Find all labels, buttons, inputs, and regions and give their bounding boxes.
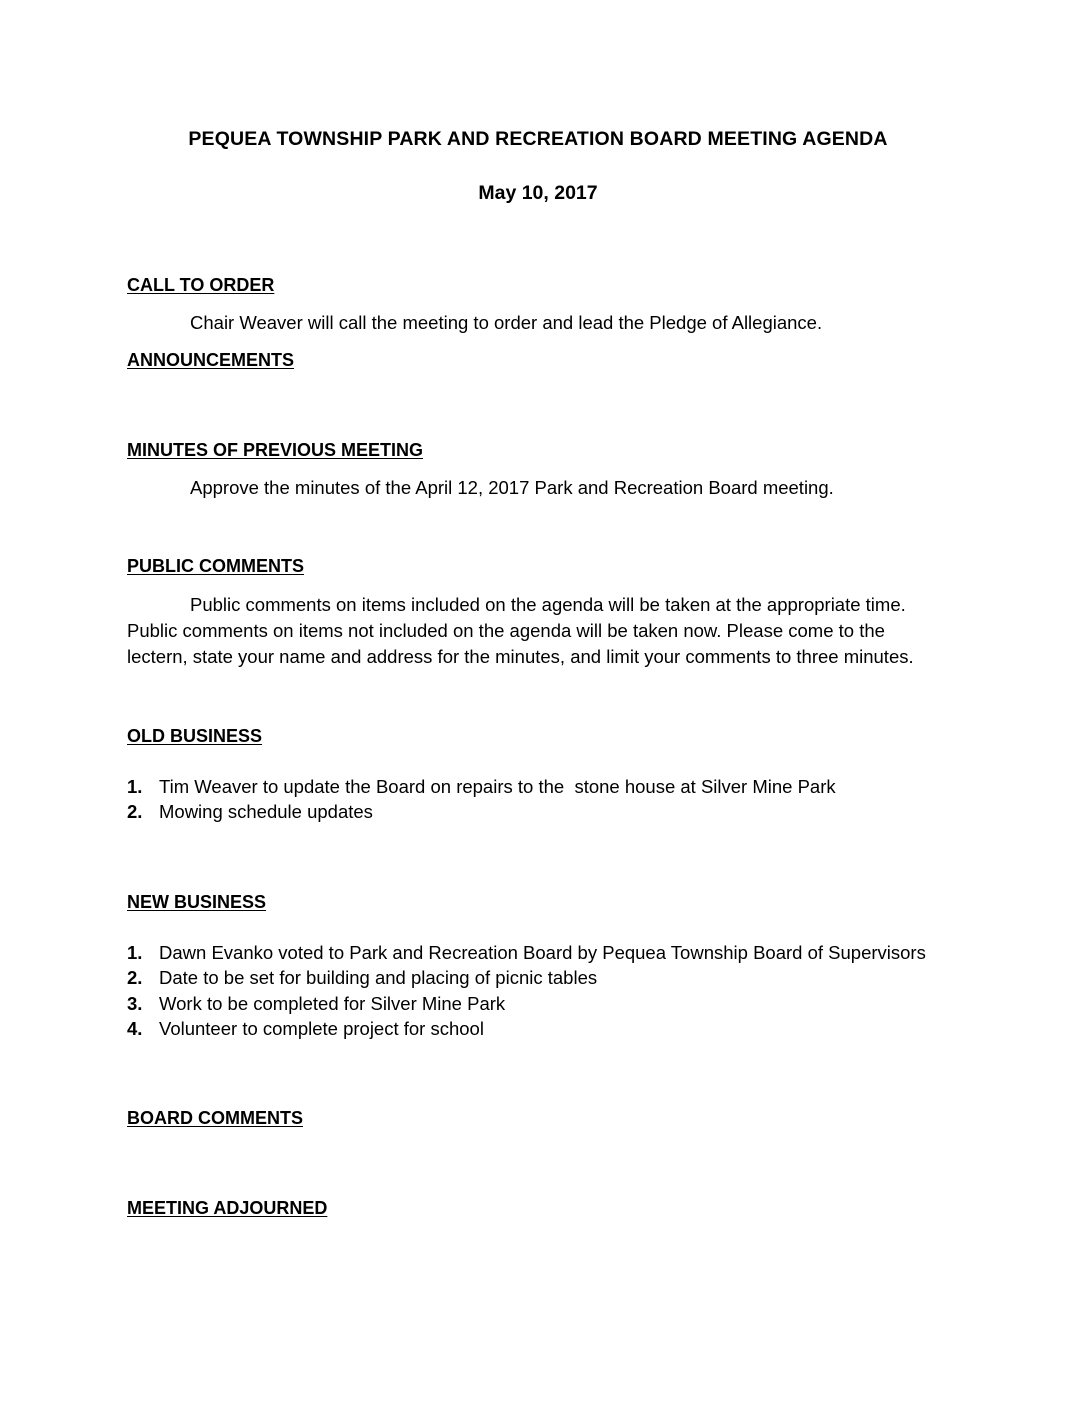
section-heading-old-business bbox=[127, 725, 949, 748]
spacer bbox=[127, 501, 949, 555]
list-item-label: Work to be completed for Silver Mine Park bbox=[159, 992, 506, 1014]
document-content bbox=[127, 0, 949, 1220]
list-item-number: 3. bbox=[127, 992, 143, 1014]
section-heading-public-comments bbox=[127, 555, 949, 578]
section-heading-new-business bbox=[127, 891, 949, 914]
section-heading-text: MINUTES OF PREVIOUS MEETING bbox=[127, 439, 424, 460]
section-meeting-adjourned bbox=[127, 1197, 949, 1220]
section-call-to-order bbox=[127, 274, 949, 337]
section-heading-text: BOARD COMMENTS bbox=[127, 1108, 303, 1129]
list-item-label: Tim Weaver to update the Board on repairs to the stone house at Silver Mine Park bbox=[159, 776, 836, 798]
section-heading-board-comments bbox=[127, 1107, 949, 1130]
section-heading-announcements bbox=[127, 349, 949, 372]
section-minutes-of-previous-meeting bbox=[127, 439, 949, 502]
list-item-number: 2. bbox=[127, 967, 143, 989]
list-item bbox=[127, 1016, 949, 1041]
spacer bbox=[127, 336, 949, 349]
list-item-label: Mowing schedule updates bbox=[159, 801, 373, 823]
list-item bbox=[127, 774, 949, 799]
list-item-label: Dawn Evanko voted to Park and Recreation Board by Pequea Township Board of Supervisors bbox=[159, 942, 926, 964]
call-to-order-body: Chair Weaver will call the meeting to order and lead the Pledge of Allegiance. bbox=[190, 312, 823, 334]
spacer bbox=[127, 373, 949, 439]
spacer bbox=[127, 1131, 949, 1197]
list-item bbox=[127, 940, 949, 965]
list-item bbox=[127, 991, 949, 1016]
spacer bbox=[127, 671, 949, 725]
document-title: PEQUEA TOWNSHIP PARK AND RECREATION BOARD MEETING AGENDA bbox=[188, 128, 888, 150]
section-new-business bbox=[127, 891, 949, 1042]
section-heading-call-to-order bbox=[127, 274, 949, 297]
section-announcements bbox=[127, 349, 949, 372]
section-board-comments bbox=[127, 1107, 949, 1130]
list-item-number: 2. bbox=[127, 801, 143, 823]
list-item bbox=[127, 799, 949, 824]
spacer bbox=[127, 748, 949, 774]
spacer bbox=[127, 1041, 949, 1107]
section-heading-minutes-of-previous-meeting bbox=[127, 439, 949, 462]
spacer bbox=[127, 206, 949, 274]
section-old-business bbox=[127, 725, 949, 825]
section-heading-text: NEW BUSINESS bbox=[127, 891, 267, 912]
section-heading-text: OLD BUSINESS bbox=[127, 725, 263, 746]
section-heading-text: ANNOUNCEMENTS bbox=[127, 350, 295, 371]
list-item-number: 1. bbox=[127, 942, 143, 964]
list-item-label: Date to be set for building and placing of picnic tables bbox=[159, 967, 598, 989]
minutes-of-previous-meeting-body: Approve the minutes of the April 12, 2017 Park and Recreation Board meeting. bbox=[190, 477, 834, 499]
section-heading-text: CALL TO ORDER bbox=[127, 274, 275, 295]
old-business-list bbox=[127, 774, 949, 825]
section-heading-text: PUBLIC COMMENTS bbox=[127, 556, 304, 577]
section-public-comments bbox=[127, 555, 949, 670]
list-item-number: 4. bbox=[127, 1018, 143, 1040]
spacer bbox=[127, 825, 949, 891]
public-comments-body: Public comments on items included on the agenda will be taken at the appropriate time. Public comments on items not included on the agenda will be taken now. Please come to the lectern, state your name and address for the minutes, and limit your comments to three minutes. bbox=[127, 593, 914, 668]
spacer bbox=[127, 914, 949, 940]
spacer bbox=[127, 462, 949, 475]
new-business-list bbox=[127, 940, 949, 1041]
list-item-label: Volunteer to complete project for school bbox=[159, 1018, 484, 1040]
section-heading-text: MEETING ADJOURNED bbox=[127, 1197, 328, 1218]
document-date: May 10, 2017 bbox=[478, 182, 598, 205]
spacer bbox=[127, 297, 949, 310]
list-item-number: 1. bbox=[127, 776, 143, 798]
section-heading-meeting-adjourned bbox=[127, 1197, 949, 1220]
list-item bbox=[127, 965, 949, 990]
spacer bbox=[127, 579, 949, 592]
